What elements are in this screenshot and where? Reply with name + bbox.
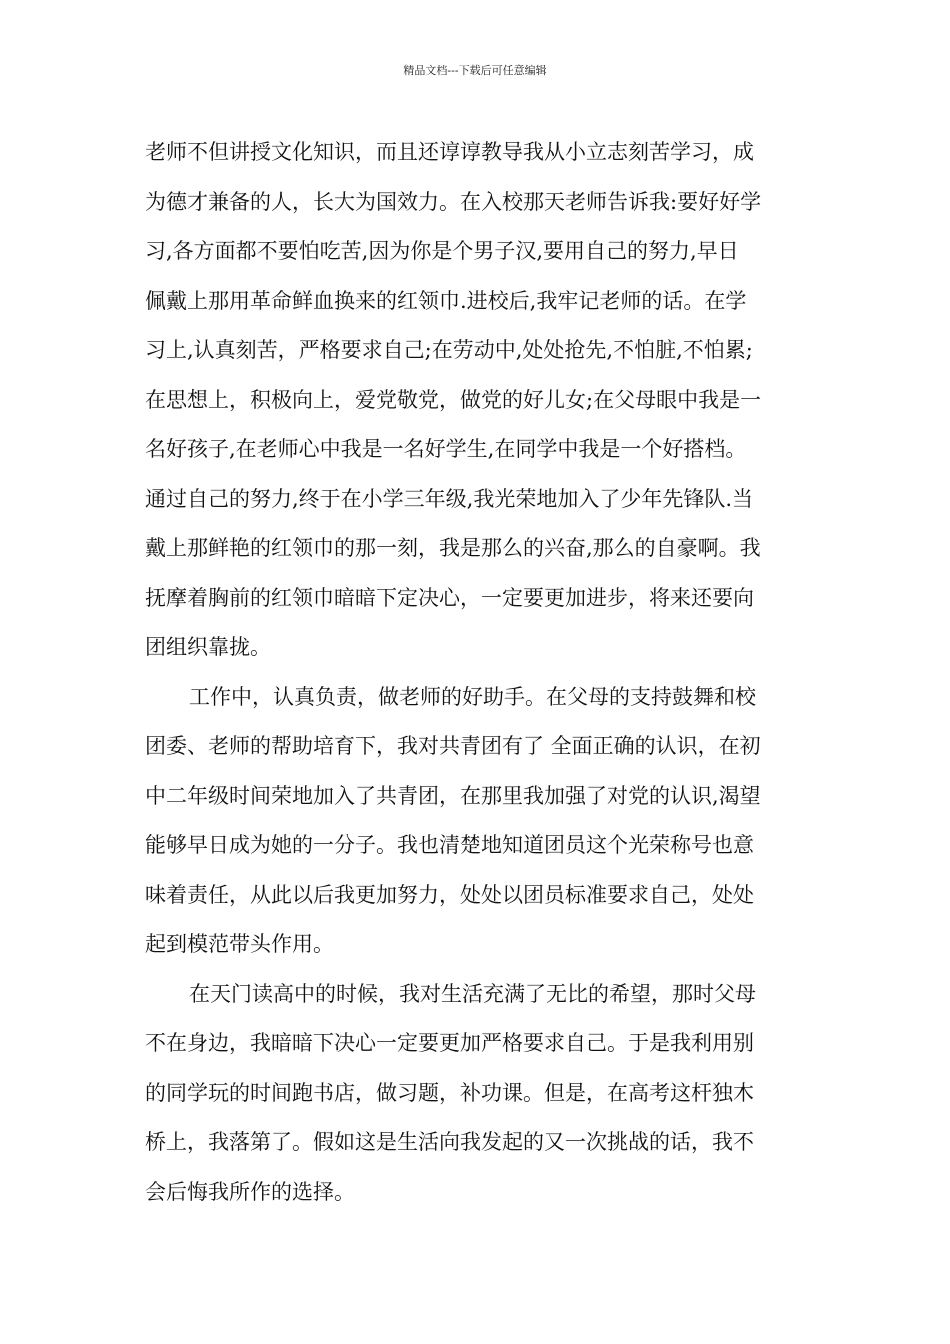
paragraph-line: 不在身边，我暗暗下决心一定要更加严格要求自己。于是我利用别 — [145, 1031, 754, 1055]
paragraph-line: 为德才兼备的人，长大为国效力。在入校那天老师告诉我:要好好学 — [145, 189, 762, 214]
paragraph-line: 在思想上，积极向上，爱党敬党，做党的好儿女;在父母眼中我是一 — [145, 387, 762, 412]
paragraph-line: 会后悔我所作的选择。 — [145, 1179, 355, 1204]
paragraph-line: 能够早日成为她的一分子。我也清楚地知道团员这个光荣称号也意 — [145, 833, 754, 857]
paragraph-line: 起到模范带头作用。 — [145, 932, 334, 956]
paragraph-line: 味着责任，从此以后我更加努力，处处以团员标准要求自己，处处 — [145, 882, 754, 907]
paragraph-first-line: 在天门读高中的时候，我对生活充满了无比的希望，那时父母 — [189, 981, 756, 1006]
paragraph-line: 戴上那鲜艳的红领巾的那一刻，我是那么的兴奋,那么的自豪啊。我 — [145, 536, 761, 560]
paragraph-line: 老师不但讲授文化知识，而且还谆谆教导我从小立志刻苦学习，成 — [145, 140, 754, 164]
paragraph-line: 习上,认真刻苦，严格要求自己;在劳动中,处处抢先,不怕脏,不怕累; — [145, 338, 753, 362]
paragraph-first-line: 工作中，认真负责，做老师的好助手。在父母的支持鼓舞和校 — [189, 684, 756, 709]
paragraph-line: 名好孩子,在老师心中我是一名好学生,在同学中我是一个好搭档。 — [145, 437, 747, 461]
paragraph-1 — [145, 128, 810, 673]
paragraph-2 — [145, 673, 810, 970]
paragraph-line: 抚摩着胸前的红领巾暗暗下定决心，一定要更加进步，将来还要向 — [145, 585, 754, 610]
paragraph-3 — [145, 970, 810, 1218]
paragraph-line: 团委、老师的帮助培育下，我对共青团有了 全面正确的认识，在初 — [145, 734, 761, 758]
paragraph-line: 通过自己的努力,终于在小学三年级,我光荣地加入了少年先锋队.当 — [145, 486, 754, 511]
page-header: 精品文档---下载后可任意编辑 — [403, 64, 547, 77]
document-body — [145, 128, 810, 1217]
paragraph-line: 习,各方面都不要怕吃苦,因为你是个男子汉,要用自己的努力,早日 — [145, 239, 739, 263]
paragraph-line: 佩戴上那用革命鲜血换来的红领巾.进校后,我牢记老师的话。在学 — [145, 288, 747, 313]
paragraph-line: 中二年级时间荣地加入了共青团，在那里我加强了对党的认识,渴望 — [145, 783, 761, 808]
paragraph-line: 桥上，我落第了。假如这是生活向我发起的又一次挑战的话，我不 — [145, 1130, 754, 1154]
paragraph-line: 的同学玩的时间跑书店，做习题，补功课。但是，在高考这杆独木 — [145, 1080, 754, 1105]
paragraph-line: 团组织靠拢。 — [145, 635, 271, 659]
